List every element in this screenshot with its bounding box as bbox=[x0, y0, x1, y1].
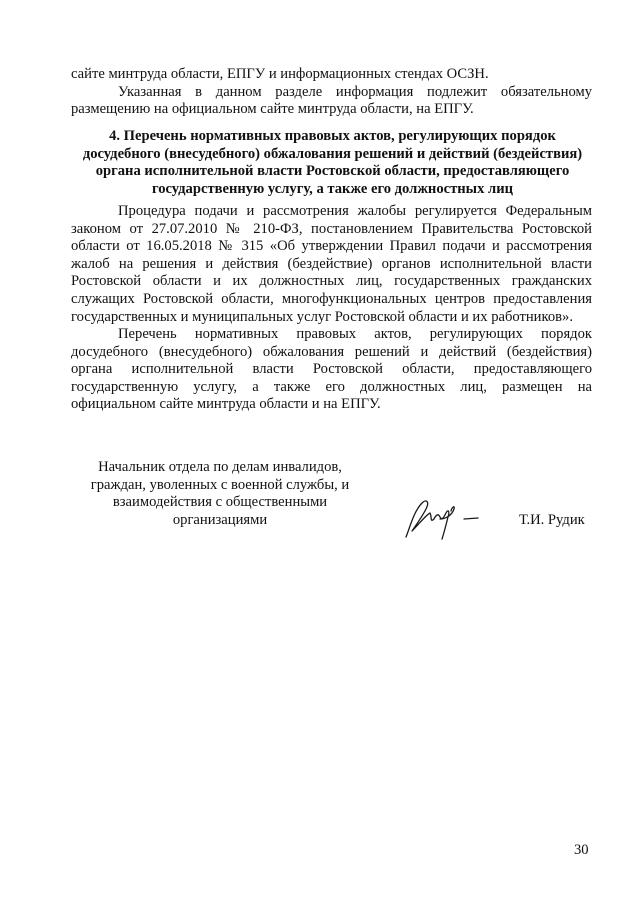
heading-line: органа исполнительной власти Ростовской области, предоставляющего bbox=[95, 163, 570, 180]
paragraph-line: досудебного (внесудебного) обжалования решений и действий (бездействия) bbox=[71, 343, 592, 360]
paragraph-line: Перечень нормативных правовых актов, регулирующих порядок bbox=[118, 326, 592, 342]
paragraph-2 bbox=[71, 326, 592, 414]
paragraph-line: органа исполнительной власти Ростовской области, предоставляющего bbox=[71, 361, 592, 378]
paragraph-line: жалоб на решения и действия (бездействие) органов исполнительной власти bbox=[71, 255, 592, 272]
paragraph-line: Процедура подачи и рассмотрения жалобы регулируется Федеральным bbox=[118, 203, 592, 219]
intro-line-1: сайте минтруда области, ЕПГУ и информационных стендах ОСЗН. bbox=[71, 66, 489, 82]
signatory-position bbox=[60, 459, 380, 529]
intro-text bbox=[71, 66, 592, 119]
section-heading bbox=[60, 128, 605, 199]
paragraph-line: государственных и муниципальных услуг Ростовской области и их работников». bbox=[71, 308, 573, 325]
intro-line-3: размещению на официальном сайте минтруда области, на ЕПГУ. bbox=[71, 101, 474, 118]
heading-line: государственную услугу, а также его должностных лиц bbox=[151, 181, 514, 198]
paragraph-line: государственную услугу, а также его должностных лиц, размещен на bbox=[71, 378, 592, 395]
heading-line: досудебного (внесудебного) обжалования решений и действий (бездействия) bbox=[82, 145, 583, 162]
paragraph-1 bbox=[71, 203, 592, 326]
intro-line-2: Указанная в данном разделе информация подлежит обязательному bbox=[118, 83, 592, 100]
paragraph-line: служащих Ростовской области, многофункциональных центров предоставления bbox=[71, 290, 592, 307]
position-line: граждан, уволенных с военной службы, и bbox=[90, 476, 350, 493]
paragraph-line: области от 16.05.2018 № 315 «Об утверждении Правил подачи и рассмотрения bbox=[71, 238, 592, 255]
position-line: Начальник отдела по делам инвалидов, bbox=[98, 459, 342, 475]
paragraph-line: официальном сайте минтруда области и на ЕПГУ. bbox=[71, 396, 381, 413]
signatory-name: Т.И. Рудик bbox=[519, 512, 585, 528]
heading-line: 4. Перечень нормативных правовых актов, регулирующих порядок bbox=[109, 128, 556, 144]
paragraph-line: законом от 27.07.2010 № 210-ФЗ, постановлением Правительства Ростовской bbox=[71, 220, 592, 237]
handwritten-signature bbox=[400, 497, 484, 541]
position-line: взаимодействия с общественными bbox=[112, 494, 328, 511]
position-line: организациями bbox=[172, 511, 268, 528]
page-number: 30 bbox=[574, 842, 589, 858]
paragraph-line: Ростовской области и их должностных лиц, государственных гражданских bbox=[71, 273, 592, 290]
